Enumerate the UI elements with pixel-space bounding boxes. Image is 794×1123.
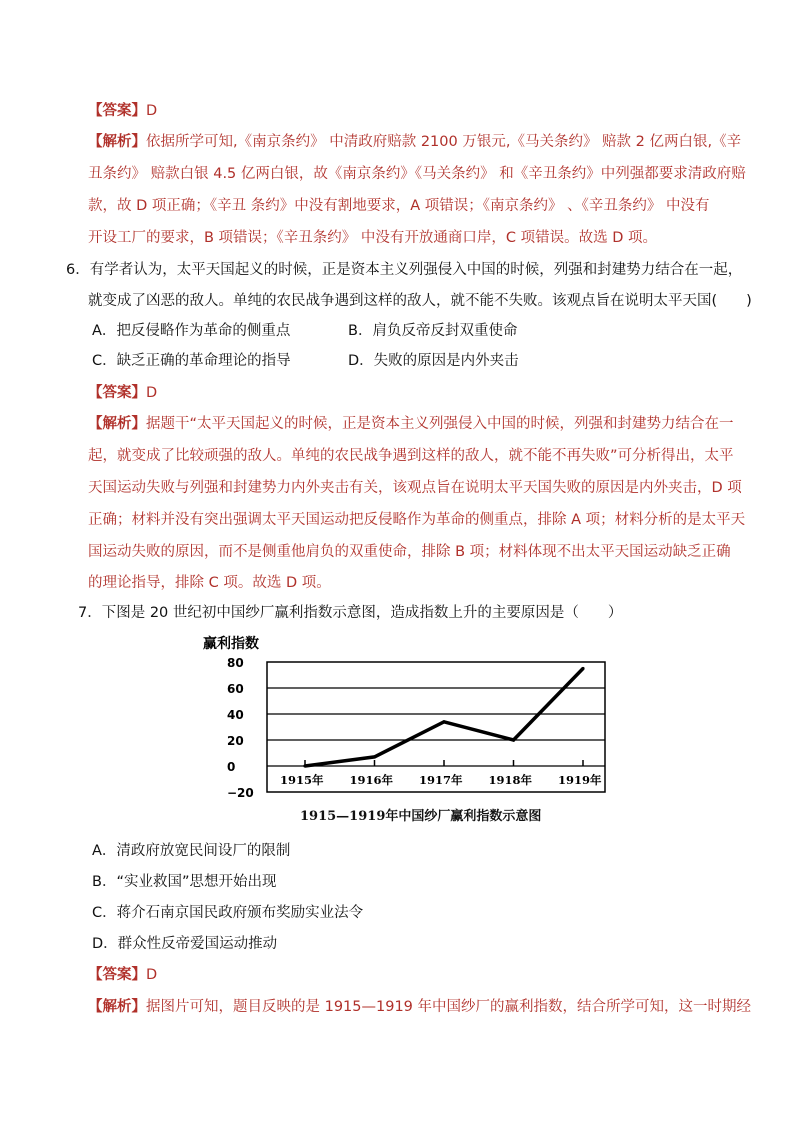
q6-analysis-line-2: 起，就变成了比较顽强的敌人。单纯的农民战争遇到这样的敌人，就不能不再失败”可分析得出，太平 [88,448,734,464]
answer-value: D [146,967,158,983]
q6-option-a: A．把反侵略作为革命的侧重点 [92,323,291,339]
x-tick-label: 1919年 [558,773,602,787]
profit-index-chart [195,632,615,802]
answer-value: D [146,103,158,119]
q7-stem: 7．下图是 20 世纪初中国纱厂赢利指数示意图，造成指数上升的主要原因是（ ） [78,605,623,621]
q6-option-c: C．缺乏正确的革命理论的指导 [92,353,291,369]
y-tick-label: 80 [227,656,244,670]
q5-analysis-line-3: 款，故 D 项正确；《辛丑 条约》中没有割地要求，A 项错误；《南京条约》 、《辛丑条约》 中没有 [88,198,710,214]
q6-stem-line-1: 6．有学者认为，太平天国起义的时候，正是资本主义列强侵入中国的时候，列强和封建势力结合在一起， [66,262,743,278]
y-tick-label: 60 [227,682,244,696]
answer-tag: 【答案】 [88,385,146,401]
analysis-tag: 【解析】 [88,134,146,150]
x-tick-label: 1916年 [349,773,394,787]
q7-answer [88,965,157,985]
analysis-tag: 【解析】 [88,999,146,1015]
analysis-tag: 【解析】 [88,416,146,432]
q7-option-c: C．蒋介石南京国民政府颁布奖励实业法令 [92,905,364,921]
y-axis-label: 赢利指数 [203,636,259,652]
q6-analysis-line-5: 国运动失败的原因，而不是侧重他肩负的双重使命，排除 B 项；材料体现不出太平天国运动缺乏正确 [88,544,731,560]
y-tick-label: 20 [227,734,244,748]
y-tick-label: 40 [227,708,244,722]
q5-analysis-line-2: 丑条约》 赔款白银 4.5 亿两白银，故《南京条约》《马关条约》 和《辛丑条约》中列强都要求清政府赔 [88,166,746,182]
q6-analysis-line-6: 的理论指导，排除 C 项。故选 D 项。 [88,575,331,591]
q5-analysis-line-1: 【解析】依据所学可知,《南京条约》 中清政府赔款 2100 万银元,《马关条约》 赔款 2 亿两白银,《辛 [88,134,742,150]
x-tick-label: 1918年 [488,773,533,787]
q7-option-a: A．清政府放宽民间设厂的限制 [92,843,291,859]
answer-tag: 【答案】 [88,967,146,983]
q6-analysis-line-1: 【解析】据题干“太平天国起义的时候，正是资本主义列强侵入中国的时候，列强和封建势力结合在一 [88,416,734,432]
data-point [303,764,306,767]
data-point [442,720,445,723]
answer-value: D [146,385,158,401]
q6-answer [88,383,157,403]
q6-analysis-line-4: 正确；材料并没有突出强调太平天国运动把反侵略作为革命的侧重点，排除 A 项；材料分析的是太平天 [88,512,746,528]
y-tick-label: −20 [227,786,254,800]
x-tick-label: 1917年 [419,773,463,787]
x-tick-label: 1915年 [280,773,324,787]
series-line [305,669,583,767]
q7-option-b: B．“实业救国”思想开始出现 [92,874,277,890]
q6-stem-line-2: 就变成了凶恶的敌人。单纯的农民战争遇到这样的敌人，就不能不失败。该观点旨在说明太平天国( ) [88,293,752,309]
q6-option-d: D．失败的原因是内外夹击 [348,353,519,369]
q7-option-d: D．群众性反帝爱国运动推动 [92,936,278,952]
data-point [512,738,515,741]
q5-analysis-line-4: 开设工厂的要求，B 项错误；《辛丑条约》 中没有开放通商口岸，C 项错误。故选 D 项。 [88,230,658,246]
q6-option-b: B．肩负反帝反封双重使命 [348,323,518,339]
data-point [581,667,584,670]
q7-analysis-line-1: 【解析】据图片可知，题目反映的是 1915—1919 年中国纱厂的赢利指数，结合所学可知，这一时期经 [88,999,752,1015]
data-point [373,755,376,758]
q5-answer [88,101,157,121]
y-tick-label: 0 [227,760,236,774]
answer-tag: 【答案】 [88,103,146,119]
q6-analysis-line-3: 天国运动失败与列强和封建势力内外夹击有关，该观点旨在说明太平天国失败的原因是内外夹击，D 项 [88,480,742,496]
chart-caption: 1915—1919年中国纱厂赢利指数示意图 [300,809,542,824]
